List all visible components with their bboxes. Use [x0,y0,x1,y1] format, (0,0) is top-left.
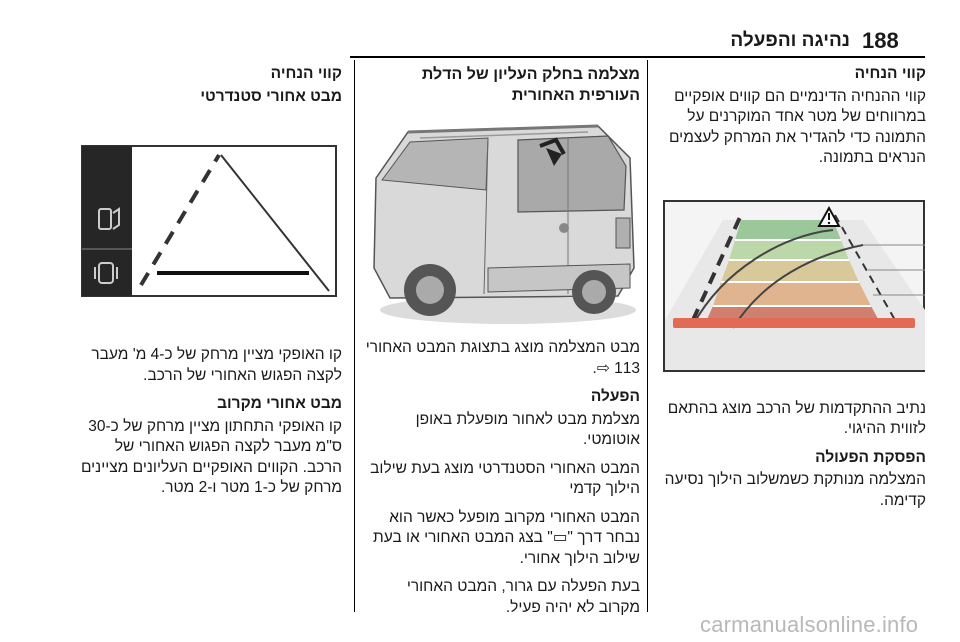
standard-view-description: קו האופקי מציין מרחק של כ-4 מ' מעבר לקצה הפגוש האחורי של הרכב. [91,346,342,384]
page-header [0,0,960,58]
trailer-text: בעת הפעלה עם גרור, המבט האחורי מקרוב לא יהיה פעיל. [406,578,640,616]
camera-view-sentence: מבט המצלמה מוצג בתצוגת המבט האחורי [365,339,640,356]
van-rear-figure [368,118,638,330]
close-view-icon: "▭" [547,529,573,546]
dynamic-guidelines-figure [663,200,925,372]
deactivation-heading: הפסקת הפעולה [815,448,926,466]
page-reference[interactable]: 113 ⇨. [592,359,640,377]
deactivation-text: המצלמה מנותקת כשמשלוב הילוך נסיעה קדימה. [664,471,926,509]
column-divider-right [647,60,648,612]
close-view-text-a: המבט האחורי מקרוב מופעל כאשר הוא נבחר דרך [389,508,640,546]
close-view-heading: מבט אחורי מקרוב [217,395,342,412]
standard-view-text: המבט האחורי הסטנדרטי מוצג בעת שילוב הילוך קדמי [370,459,640,497]
guidelines-text: קווי ההנחיה הדינמיים הם קווים אופקיים במרווחים של מטר אחד המוקרנים על התמונה כדי להגדיר את המרחק לעצמים הנראים בתמונה. [668,87,926,166]
guidelines-heading-left: קווי הנחיה [270,65,342,82]
page-number: 188 [862,28,899,53]
header-rule [350,56,925,58]
close-view-text [362,508,640,570]
path-text: נתיב ההתקדמות של הרכב מוצג בהתאם לזווית ההיגוי. [667,399,926,437]
chapter-title: נהיגה והפעלה [730,30,850,51]
camera-view-text [362,338,640,379]
activation-text: מצלמת מבט לאחור מופעלת באופן אוטומטי. [415,410,640,448]
guidelines-heading: קווי הנחיה [854,65,926,82]
camera-location-heading: מצלמה בחלק העליון של הדלת העורפית האחורית [421,66,640,104]
activation-heading: הפעלה [590,388,640,405]
column-divider-left [354,60,355,612]
watermark: carmanualsonline.info [700,612,919,637]
close-view-text-b: בצג המבט האחורי או בעת שילוב הילוך אחורי. [373,529,640,567]
standard-view-figure [81,145,337,297]
close-view-description: קו האופקי התחתון מציין מרחק של כ-30 ס"מ מעבר לקצה הפגוש האחורי של הרכב. הקווים האופקיים העליונים מציינים מרחק של כ-1 מטר ו-2 מטר. [80,417,342,496]
standard-view-heading: מבט אחורי סטנדרטי [200,87,342,105]
